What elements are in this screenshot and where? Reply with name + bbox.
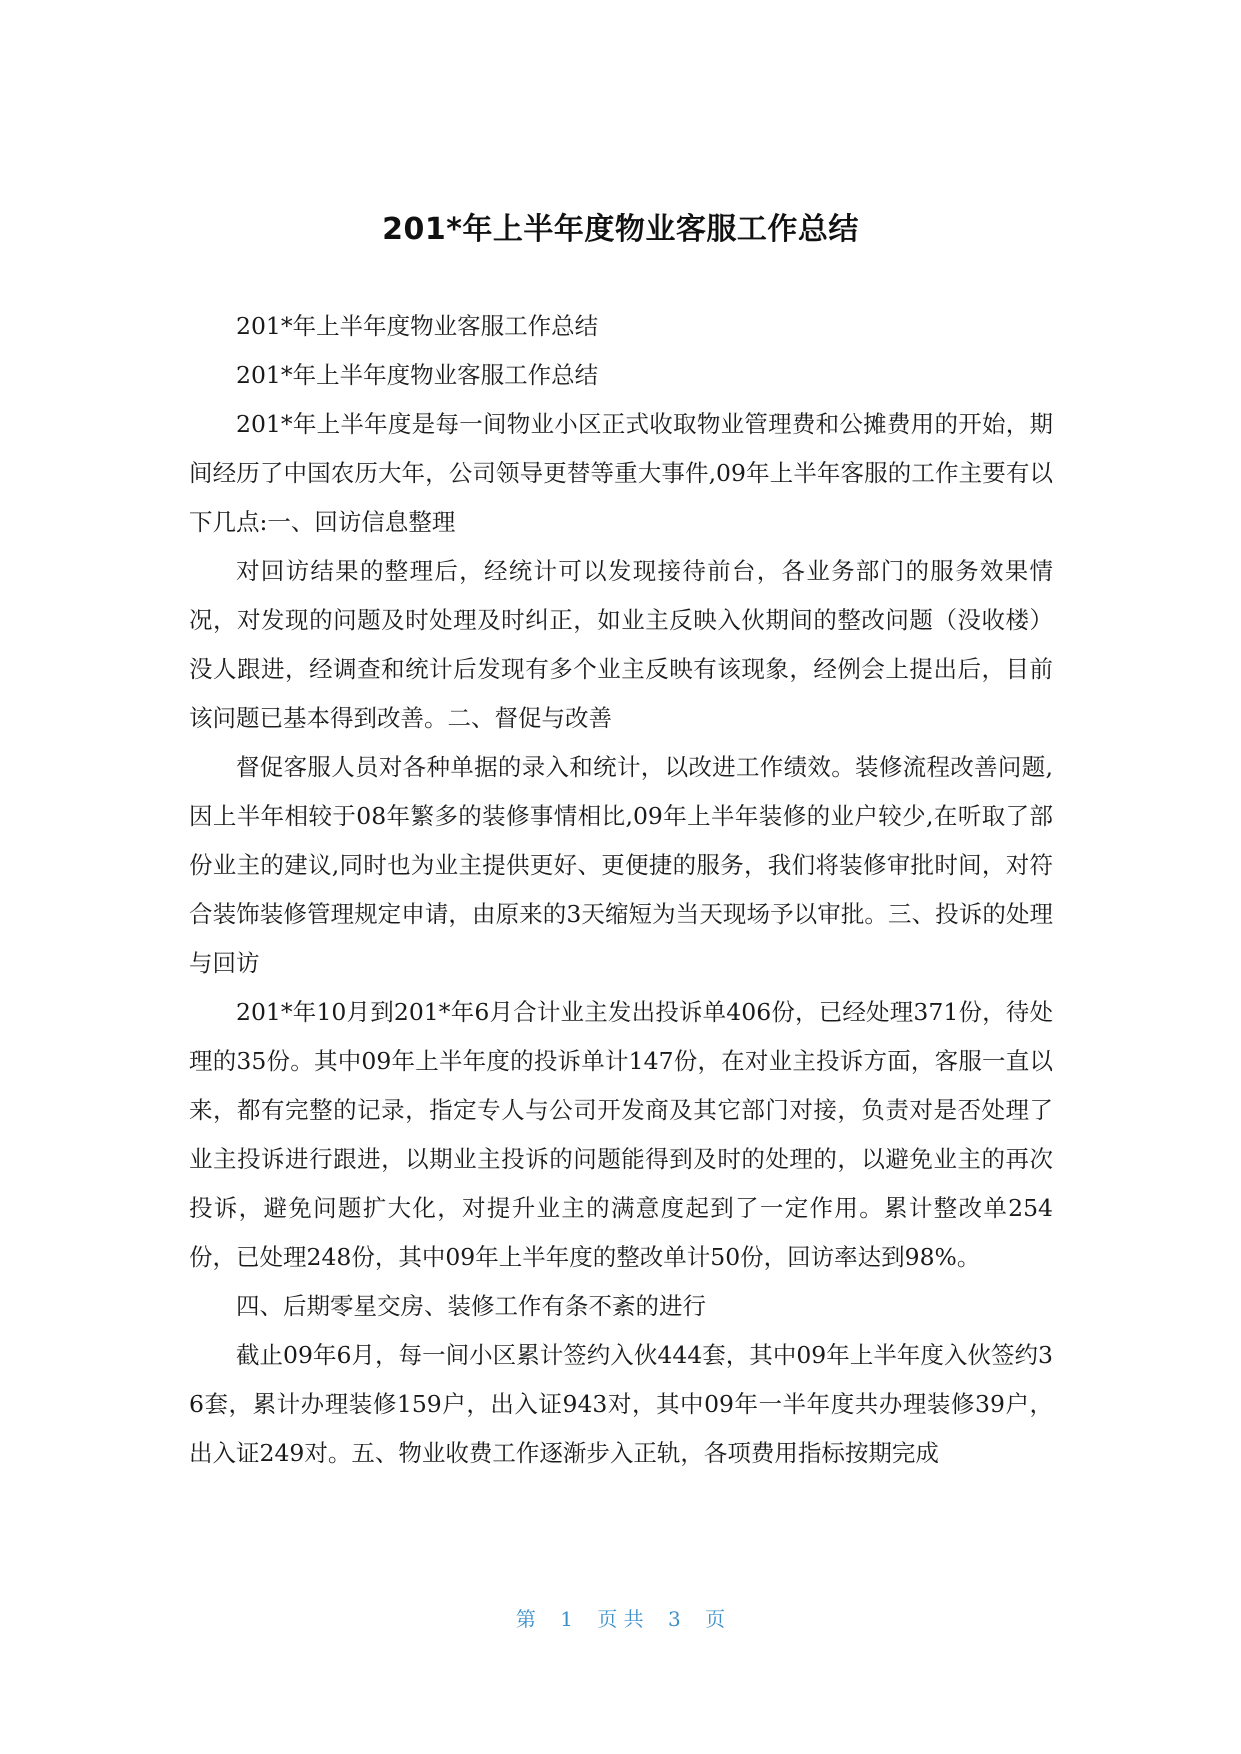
paragraph: 201*年上半年度物业客服工作总结 (236, 312, 599, 340)
footer-current-page: 1 (560, 1607, 573, 1631)
footer-prefix: 第 (515, 1607, 536, 1631)
paragraph: 对回访结果的整理后，经统计可以发现接待前台，各业务部门的服务效果情况，对发现的问题及时处理及时纠正，如业主反映入伙期间的整改问题（没收楼）没人跟进，经调查和统计后发现有多个业主反映有该现象，经例会上提出后，目前该问题已基本得到改善。二、督促与改善 (189, 557, 1053, 732)
paragraph: 督促客服人员对各种单据的录入和统计，以改进工作绩效。装修流程改善问题,因上半年相较于08年繁多的装修事情相比,09年上半年装修的业户较少,在听取了部份业主的建议,同时也为业主提供更好、更便捷的服务，我们将装修审批时间，对符合装饰装修管理规定申请，由原来的3天缩短为当天现场予以审批。三、投诉的处理与回访 (189, 753, 1053, 977)
page-footer (0, 1605, 1241, 1633)
paragraph: 201*年上半年度物业客服工作总结 (236, 361, 599, 389)
paragraph: 截止09年6月，每一间小区累计签约入伙444套，其中09年上半年度入伙签约36套，累计办理装修159户，出入证943对，其中09年一半年度共办理装修39户，出入证249对。五、物业收费工作逐渐步入正轨，各项费用指标按期完成 (189, 1341, 1053, 1467)
paragraph: 201*年10月到201*年6月合计业主发出投诉单406份，已经处理371份，待处理的35份。其中09年上半年度的投诉单计147份，在对业主投诉方面，客服一直以来，都有完整的记录，指定专人与公司开发商及其它部门对接，负责对是否处理了业主投诉进行跟进，以期业主投诉的问题能得到及时的处理的，以避免业主的再次投诉，避免问题扩大化，对提升业主的满意度起到了一定作用。累计整改单254份，已处理248份，其中09年上半年度的整改单计50份，回访率达到98%。 (189, 998, 1053, 1271)
footer-suffix: 页 (705, 1607, 726, 1631)
document-body (189, 302, 1053, 1478)
paragraph: 四、后期零星交房、装修工作有条不紊的进行 (236, 1292, 706, 1320)
footer-middle: 页 共 (597, 1607, 644, 1631)
paragraph: 201*年上半年度是每一间物业小区正式收取物业管理费和公摊费用的开始，期间经历了中国农历大年，公司领导更替等重大事件,09年上半年客服的工作主要有以下几点:一、回访信息整理 (189, 410, 1053, 536)
page-title: 201*年上半年度物业客服工作总结 (382, 212, 859, 248)
footer-total-pages: 3 (668, 1607, 681, 1631)
